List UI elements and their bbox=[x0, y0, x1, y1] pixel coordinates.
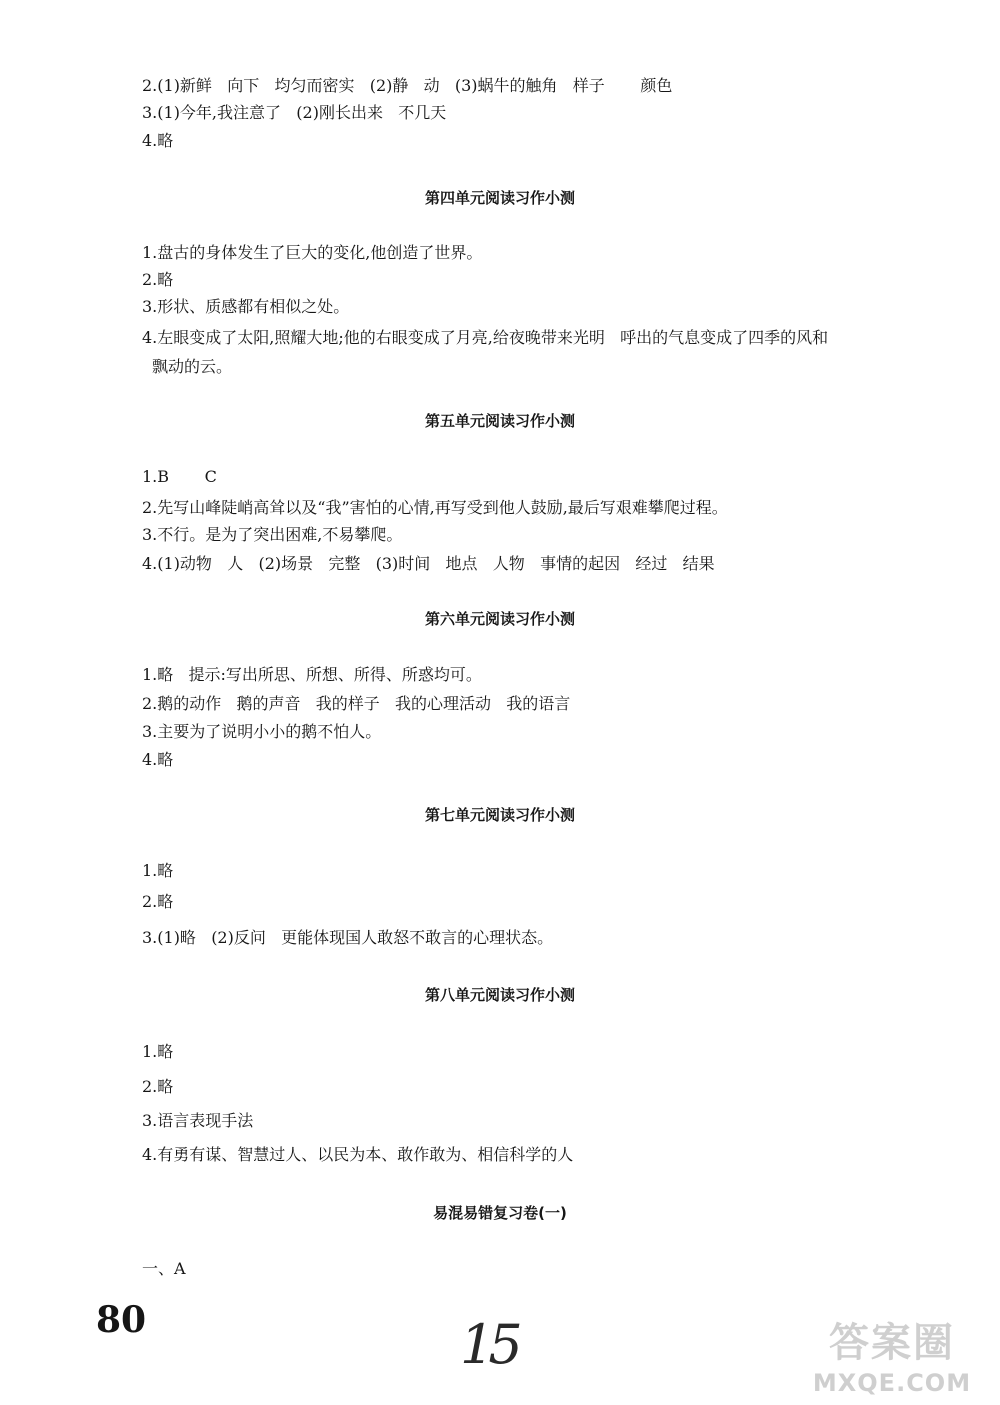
answer-line: 4.(1)动物 人 (2)场景 完整 (3)时间 地点 人物 事情的起因 经过 结果 bbox=[142, 554, 715, 573]
answer-line: 3.(1)今年,我注意了 (2)刚长出来 不几天 bbox=[142, 103, 447, 122]
answer-line: 4.略 bbox=[142, 750, 174, 769]
watermark-text: 答案圈 bbox=[829, 1320, 955, 1366]
answer-line: 3.语言表现手法 bbox=[142, 1111, 254, 1130]
answer-line: 2.略 bbox=[142, 892, 174, 911]
answer-line: 1.略 bbox=[142, 861, 174, 880]
answer-line: 2.略 bbox=[142, 1077, 174, 1096]
section-heading-review: 易混易错复习卷(一) bbox=[433, 1204, 567, 1222]
answer-line: 2.鹅的动作 鹅的声音 我的样子 我的心理活动 我的语言 bbox=[142, 694, 571, 713]
answer-line: 3.不行。是为了突出困难,不易攀爬。 bbox=[142, 525, 403, 544]
answer-line: 1.B C bbox=[142, 467, 217, 486]
answer-line: 4.有勇有谋、智慧过人、以民为本、敢作敢为、相信科学的人 bbox=[142, 1145, 574, 1164]
handwritten-mark: 15 bbox=[460, 1313, 517, 1376]
answer-line: 1.略 提示:写出所思、所想、所得、所惑均可。 bbox=[142, 665, 482, 684]
answer-line-continued: 飘动的云。 bbox=[152, 357, 233, 376]
section-heading-unit-6: 第六单元阅读习作小测 bbox=[424, 610, 575, 628]
answer-line: 一、A bbox=[142, 1259, 186, 1278]
answer-line: 2.(1)新鲜 向下 均匀而密实 (2)静 动 (3)蜗牛的触角 样子 颜色 bbox=[142, 76, 673, 95]
answer-line: 1.略 bbox=[142, 1042, 174, 1061]
answer-line: 1.盘古的身体发生了巨大的变化,他创造了世界。 bbox=[142, 243, 483, 262]
watermark-url: MXQE.COM bbox=[812, 1369, 972, 1397]
answer-line: 4.略 bbox=[142, 131, 174, 150]
answer-line: 3.主要为了说明小小的鹅不怕人。 bbox=[142, 722, 382, 741]
section-heading-unit-7: 第七单元阅读习作小测 bbox=[424, 806, 575, 824]
answer-line: 3.形状、质感都有相似之处。 bbox=[142, 297, 350, 316]
page-number: 80 bbox=[96, 1299, 147, 1341]
section-heading-unit-8: 第八单元阅读习作小测 bbox=[424, 986, 575, 1004]
section-heading-unit-5: 第五单元阅读习作小测 bbox=[424, 412, 575, 430]
watermark-logo bbox=[802, 1318, 982, 1398]
answer-line: 3.(1)略 (2)反问 更能体现国人敢怒不敢言的心理状态。 bbox=[142, 928, 554, 947]
answer-line: 4.左眼变成了太阳,照耀大地;他的右眼变成了月亮,给夜晚带来光明 呼出的气息变成了四季的风和 bbox=[142, 328, 829, 347]
section-heading-unit-4: 第四单元阅读习作小测 bbox=[424, 189, 575, 207]
answer-line: 2.先写山峰陡峭高耸以及“我”害怕的心情,再写受到他人鼓励,最后写艰难攀爬过程。 bbox=[142, 498, 728, 517]
answer-line: 2.略 bbox=[142, 270, 174, 289]
